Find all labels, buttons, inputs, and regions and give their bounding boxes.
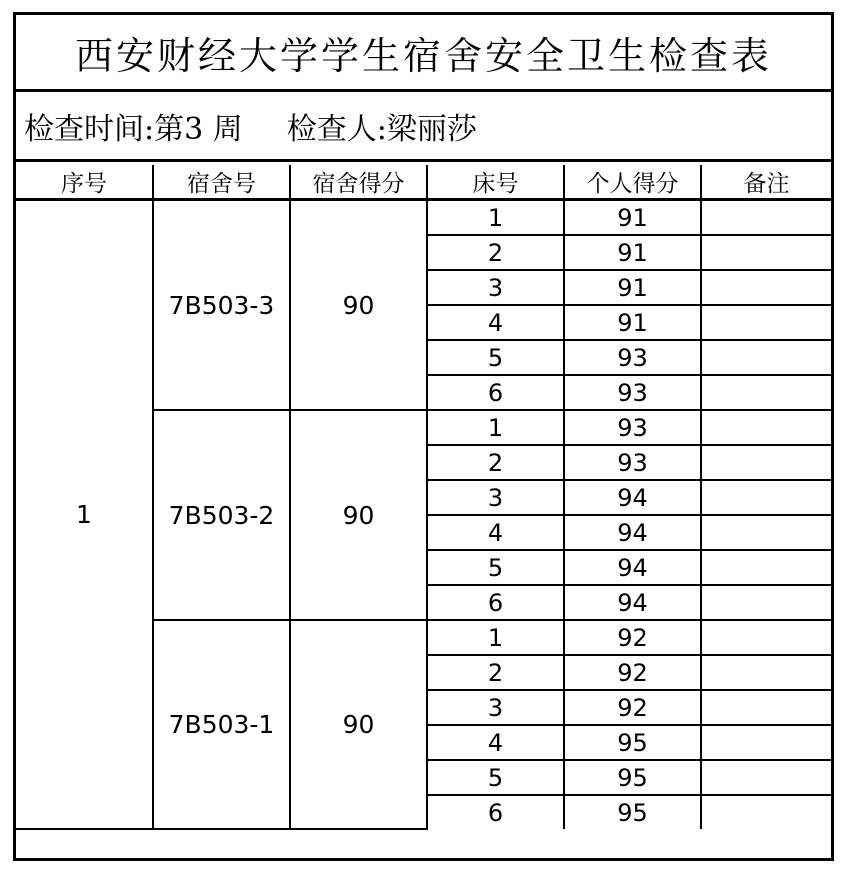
inspector-label: 检查人: (286, 111, 387, 147)
room-cell: 7B503-1 (153, 620, 290, 829)
bed-cell: 4 (427, 305, 564, 340)
personal-score-cell: 93 (564, 340, 701, 375)
bed-cell: 2 (427, 655, 564, 690)
sheet-title: 西安财经大学学生宿舍安全卫生检查表 (16, 15, 831, 92)
note-cell (701, 410, 831, 445)
personal-score-cell: 94 (564, 515, 701, 550)
personal-score-cell: 95 (564, 725, 701, 760)
table-row (16, 200, 831, 236)
note-cell (701, 305, 831, 340)
note-cell (701, 340, 831, 375)
note-cell (701, 690, 831, 725)
note-cell (701, 725, 831, 760)
bed-cell: 2 (427, 235, 564, 270)
bed-cell: 3 (427, 480, 564, 515)
header-personal-score: 个人得分 (564, 165, 701, 200)
room-score-cell: 90 (290, 410, 427, 620)
header-room-score: 宿舍得分 (290, 165, 427, 200)
inspector-name: 梁丽莎 (386, 111, 477, 147)
personal-score-cell: 91 (564, 305, 701, 340)
bed-cell: 3 (427, 690, 564, 725)
bed-cell: 1 (427, 620, 564, 655)
bed-cell: 5 (427, 760, 564, 795)
personal-score-cell: 92 (564, 620, 701, 655)
note-cell (701, 655, 831, 690)
personal-score-cell: 93 (564, 375, 701, 410)
bed-cell: 6 (427, 585, 564, 620)
header-room: 宿舍号 (153, 165, 290, 200)
personal-score-cell: 93 (564, 445, 701, 480)
table-header-row (16, 165, 831, 200)
note-cell (701, 795, 831, 829)
personal-score-cell: 93 (564, 410, 701, 445)
room-score-cell: 90 (290, 200, 427, 411)
personal-score-cell: 92 (564, 655, 701, 690)
personal-score-cell: 95 (564, 760, 701, 795)
personal-score-cell: 94 (564, 480, 701, 515)
bed-cell: 6 (427, 795, 564, 829)
personal-score-cell: 95 (564, 795, 701, 829)
inspection-sheet (13, 12, 834, 861)
bed-cell: 1 (427, 410, 564, 445)
note-cell (701, 445, 831, 480)
personal-score-cell: 94 (564, 585, 701, 620)
note-cell (701, 585, 831, 620)
header-seq: 序号 (16, 165, 153, 200)
note-cell (701, 480, 831, 515)
bed-cell: 6 (427, 375, 564, 410)
note-cell (701, 270, 831, 305)
personal-score-cell: 94 (564, 550, 701, 585)
note-cell (701, 620, 831, 655)
note-cell (701, 550, 831, 585)
bed-cell: 2 (427, 445, 564, 480)
bed-cell: 4 (427, 515, 564, 550)
note-cell (701, 200, 831, 236)
note-cell (701, 760, 831, 795)
table-body (16, 200, 831, 830)
room-score-cell: 90 (290, 620, 427, 829)
note-cell (701, 375, 831, 410)
bed-cell: 1 (427, 200, 564, 236)
note-cell (701, 515, 831, 550)
personal-score-cell: 91 (564, 270, 701, 305)
note-cell (701, 235, 831, 270)
header-bed: 床号 (427, 165, 564, 200)
room-cell: 7B503-2 (153, 410, 290, 620)
bed-cell: 5 (427, 340, 564, 375)
personal-score-cell: 91 (564, 200, 701, 236)
inspection-time: 检查时间:第3 周 (24, 111, 243, 147)
seq-cell: 1 (16, 200, 153, 830)
bed-cell: 3 (427, 270, 564, 305)
bed-cell: 4 (427, 725, 564, 760)
personal-score-cell: 92 (564, 690, 701, 725)
bed-cell: 5 (427, 550, 564, 585)
score-table (16, 165, 831, 830)
room-cell: 7B503-3 (153, 200, 290, 411)
inspection-info (16, 92, 831, 162)
header-note: 备注 (701, 165, 831, 200)
personal-score-cell: 91 (564, 235, 701, 270)
